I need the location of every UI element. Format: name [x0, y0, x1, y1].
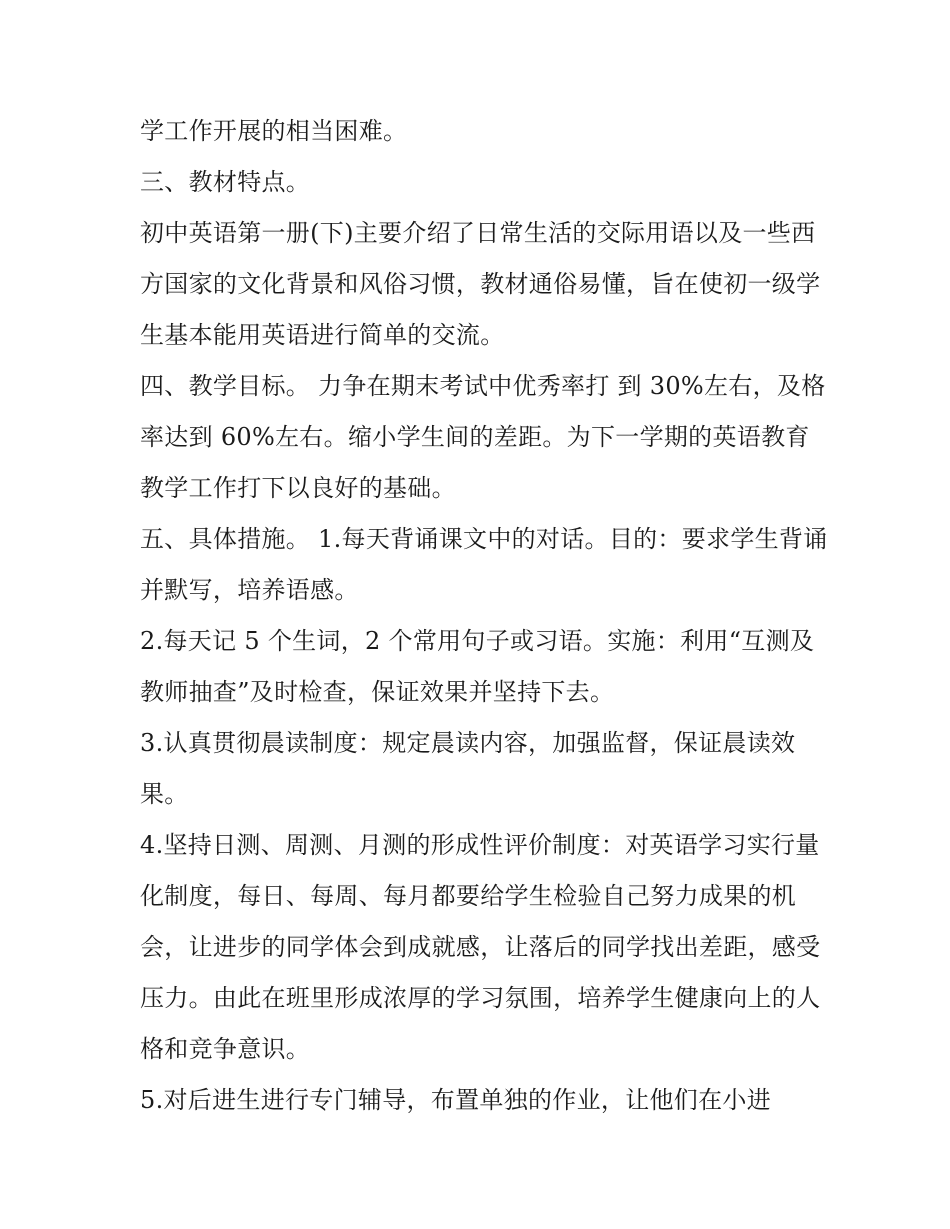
heading-textbook-features: 三、教材特点。	[140, 168, 311, 196]
paragraph-continuation: 学工作开展的相当困难。	[140, 117, 408, 145]
paragraph-measures-5: 5.对后进生进行专门辅导，布置单独的作业，让他们在小进	[140, 1086, 771, 1114]
paragraph-measures-4: 4.坚持日测、周测、月测的形成性评价制度：对英语学习实行量化制度，每日、每周、每月都要给学生检验自己努力成果的机会，让进步的同学体会到成就感，让落后的同学找出差距，感受压力。由此在班里形成浓厚的学习氛围，培养学生健康向上的人格和竞争意识。	[140, 831, 821, 1063]
paragraph-measures-2: 2.每天记 5 个生词，2 个常用句子或习语。实施：利用“互测及教师抽查”及时检查，保证效果并坚持下去。	[140, 627, 815, 706]
paragraph-measures-1: 五、具体措施。 1.每天背诵课文中的对话。目的：要求学生背诵并默写，培养语感。	[140, 525, 828, 604]
paragraph-measures-3: 3.认真贯彻晨读制度：规定晨读内容，加强监督，保证晨读效果。	[140, 729, 796, 808]
paragraph-textbook-description: 初中英语第一册(下)主要介绍了日常生活的交际用语以及一些西方国家的文化背景和风俗习惯，教材通俗易懂，旨在使初一级学生基本能用英语进行简单的交流。	[140, 219, 821, 349]
paragraph-teaching-goals: 四、教学目标。 力争在期末考试中优秀率打 到 30%左右，及格率达到 60%左右。缩小学生间的差距。为下一学期的英语教育教学工作打下以良好的基础。	[140, 372, 826, 502]
document-page	[140, 106, 830, 1126]
